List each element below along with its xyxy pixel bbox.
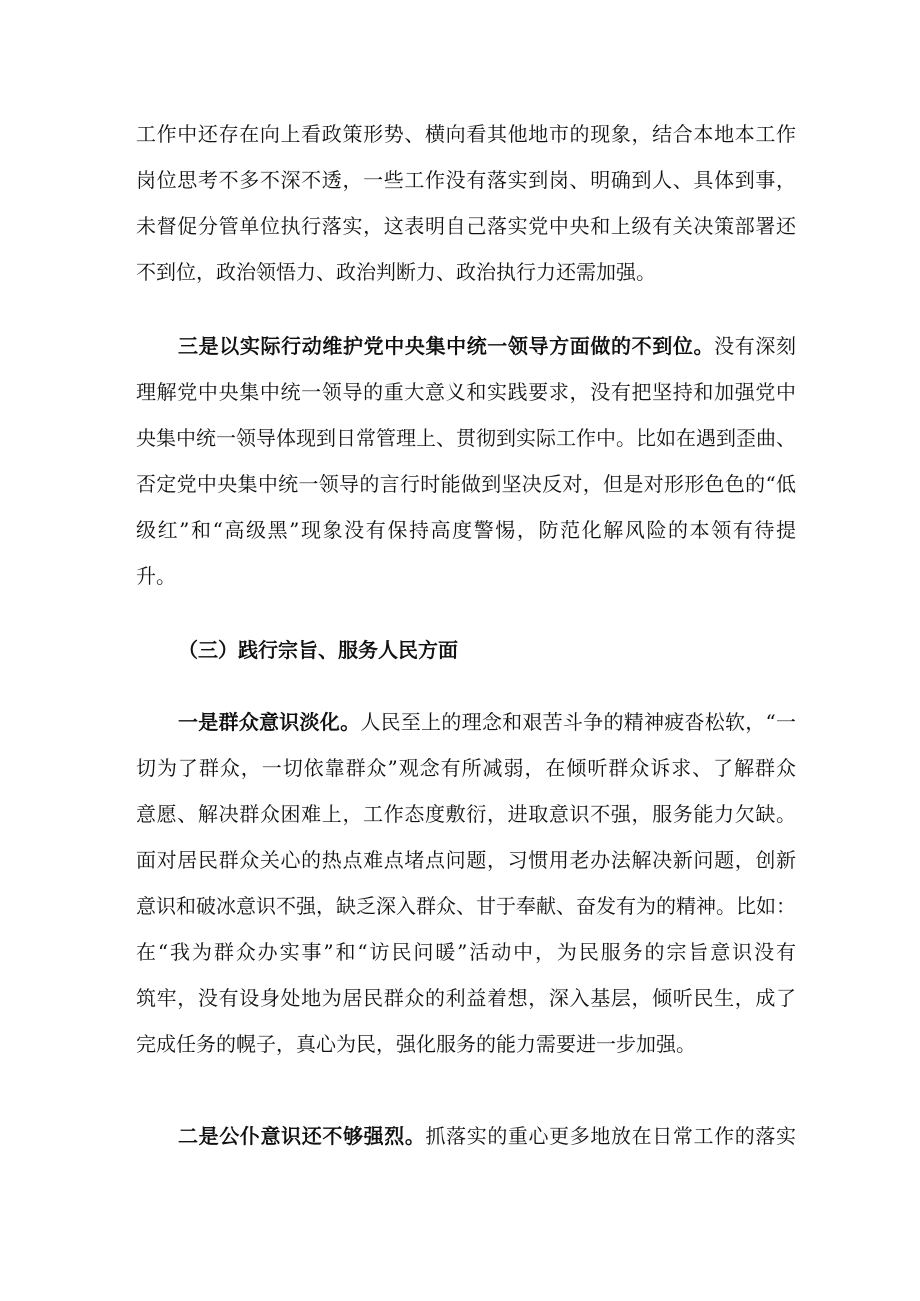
paragraph-first-line bbox=[178, 708, 796, 736]
paragraph-line: 在“我为群众办实事”和“访民问暖”活动中，为民服务的宗旨意识没有 bbox=[136, 940, 796, 964]
paragraph-line: 理解党中央集中统一领导的重大意义和实践要求，没有把坚持和加强党中 bbox=[136, 380, 796, 404]
paragraph-line: 面对居民群众关心的热点难点堵点问题，习惯用老办法解决新问题，创新 bbox=[136, 848, 796, 872]
paragraph-line: 筑牢，没有设身处地为居民群众的利益着想，深入基层，倾听民生，成了 bbox=[136, 986, 796, 1010]
paragraph-line: 岗位思考不多不深不透，一些工作没有落实到岗、明确到人、具体到事， bbox=[136, 168, 796, 192]
paragraph-line: 央集中统一领导体现到日常管理上、贯彻到实际工作中。比如在遇到歪曲、 bbox=[136, 426, 796, 450]
bold-lead: 一是群众意识淡化。 bbox=[178, 710, 361, 734]
paragraph-line: 意识和破冰意识不强，缺乏深入群众、甘于奉献、奋发有为的精神。比如： bbox=[136, 894, 796, 918]
paragraph-line: 级红”和“高级黑”现象没有保持高度警惕，防范化解风险的本领有待提 bbox=[136, 518, 796, 542]
bold-lead: 三是以实际行动维护党中央集中统一领导方面做的不到位。 bbox=[178, 334, 715, 358]
paragraph-line: 切为了群众，一切依靠群众”观念有所减弱，在倾听群众诉求、了解群众 bbox=[136, 756, 796, 780]
paragraph-text: 没有深刻 bbox=[714, 334, 797, 358]
paragraph-line: 完成任务的幌子，真心为民，强化服务的能力需要进一步加强。 bbox=[136, 1032, 696, 1056]
paragraph-line: 升。 bbox=[136, 564, 176, 588]
paragraph-line: 未督促分管单位执行落实，这表明自己落实党中央和上级有关决策部署还 bbox=[136, 214, 796, 238]
paragraph-first-line bbox=[178, 332, 796, 360]
bold-lead: 二是公仆意识还不够强烈。 bbox=[178, 1124, 426, 1148]
paragraph-text: 人民至上的理念和艰苦斗争的精神疲沓松软，“一 bbox=[360, 710, 797, 734]
section-heading: （三）践行宗旨、服务人民方面 bbox=[178, 638, 458, 662]
paragraph-line: 工作中还存在向上看政策形势、横向看其他地市的现象，结合本地本工作 bbox=[136, 122, 796, 146]
paragraph-line: 不到位，政治领悟力、政治判断力、政治执行力还需加强。 bbox=[136, 260, 656, 284]
paragraph-line: 否定党中央集中统一领导的言行时能做到坚决反对，但是对形形色色的“低 bbox=[136, 472, 796, 496]
paragraph-first-line bbox=[178, 1122, 796, 1150]
paragraph-line: 意愿、解决群众困难上，工作态度敷衍，进取意识不强，服务能力欠缺。 bbox=[136, 802, 796, 826]
paragraph-text: 抓落实的重心更多地放在日常工作的落实 bbox=[425, 1124, 797, 1148]
